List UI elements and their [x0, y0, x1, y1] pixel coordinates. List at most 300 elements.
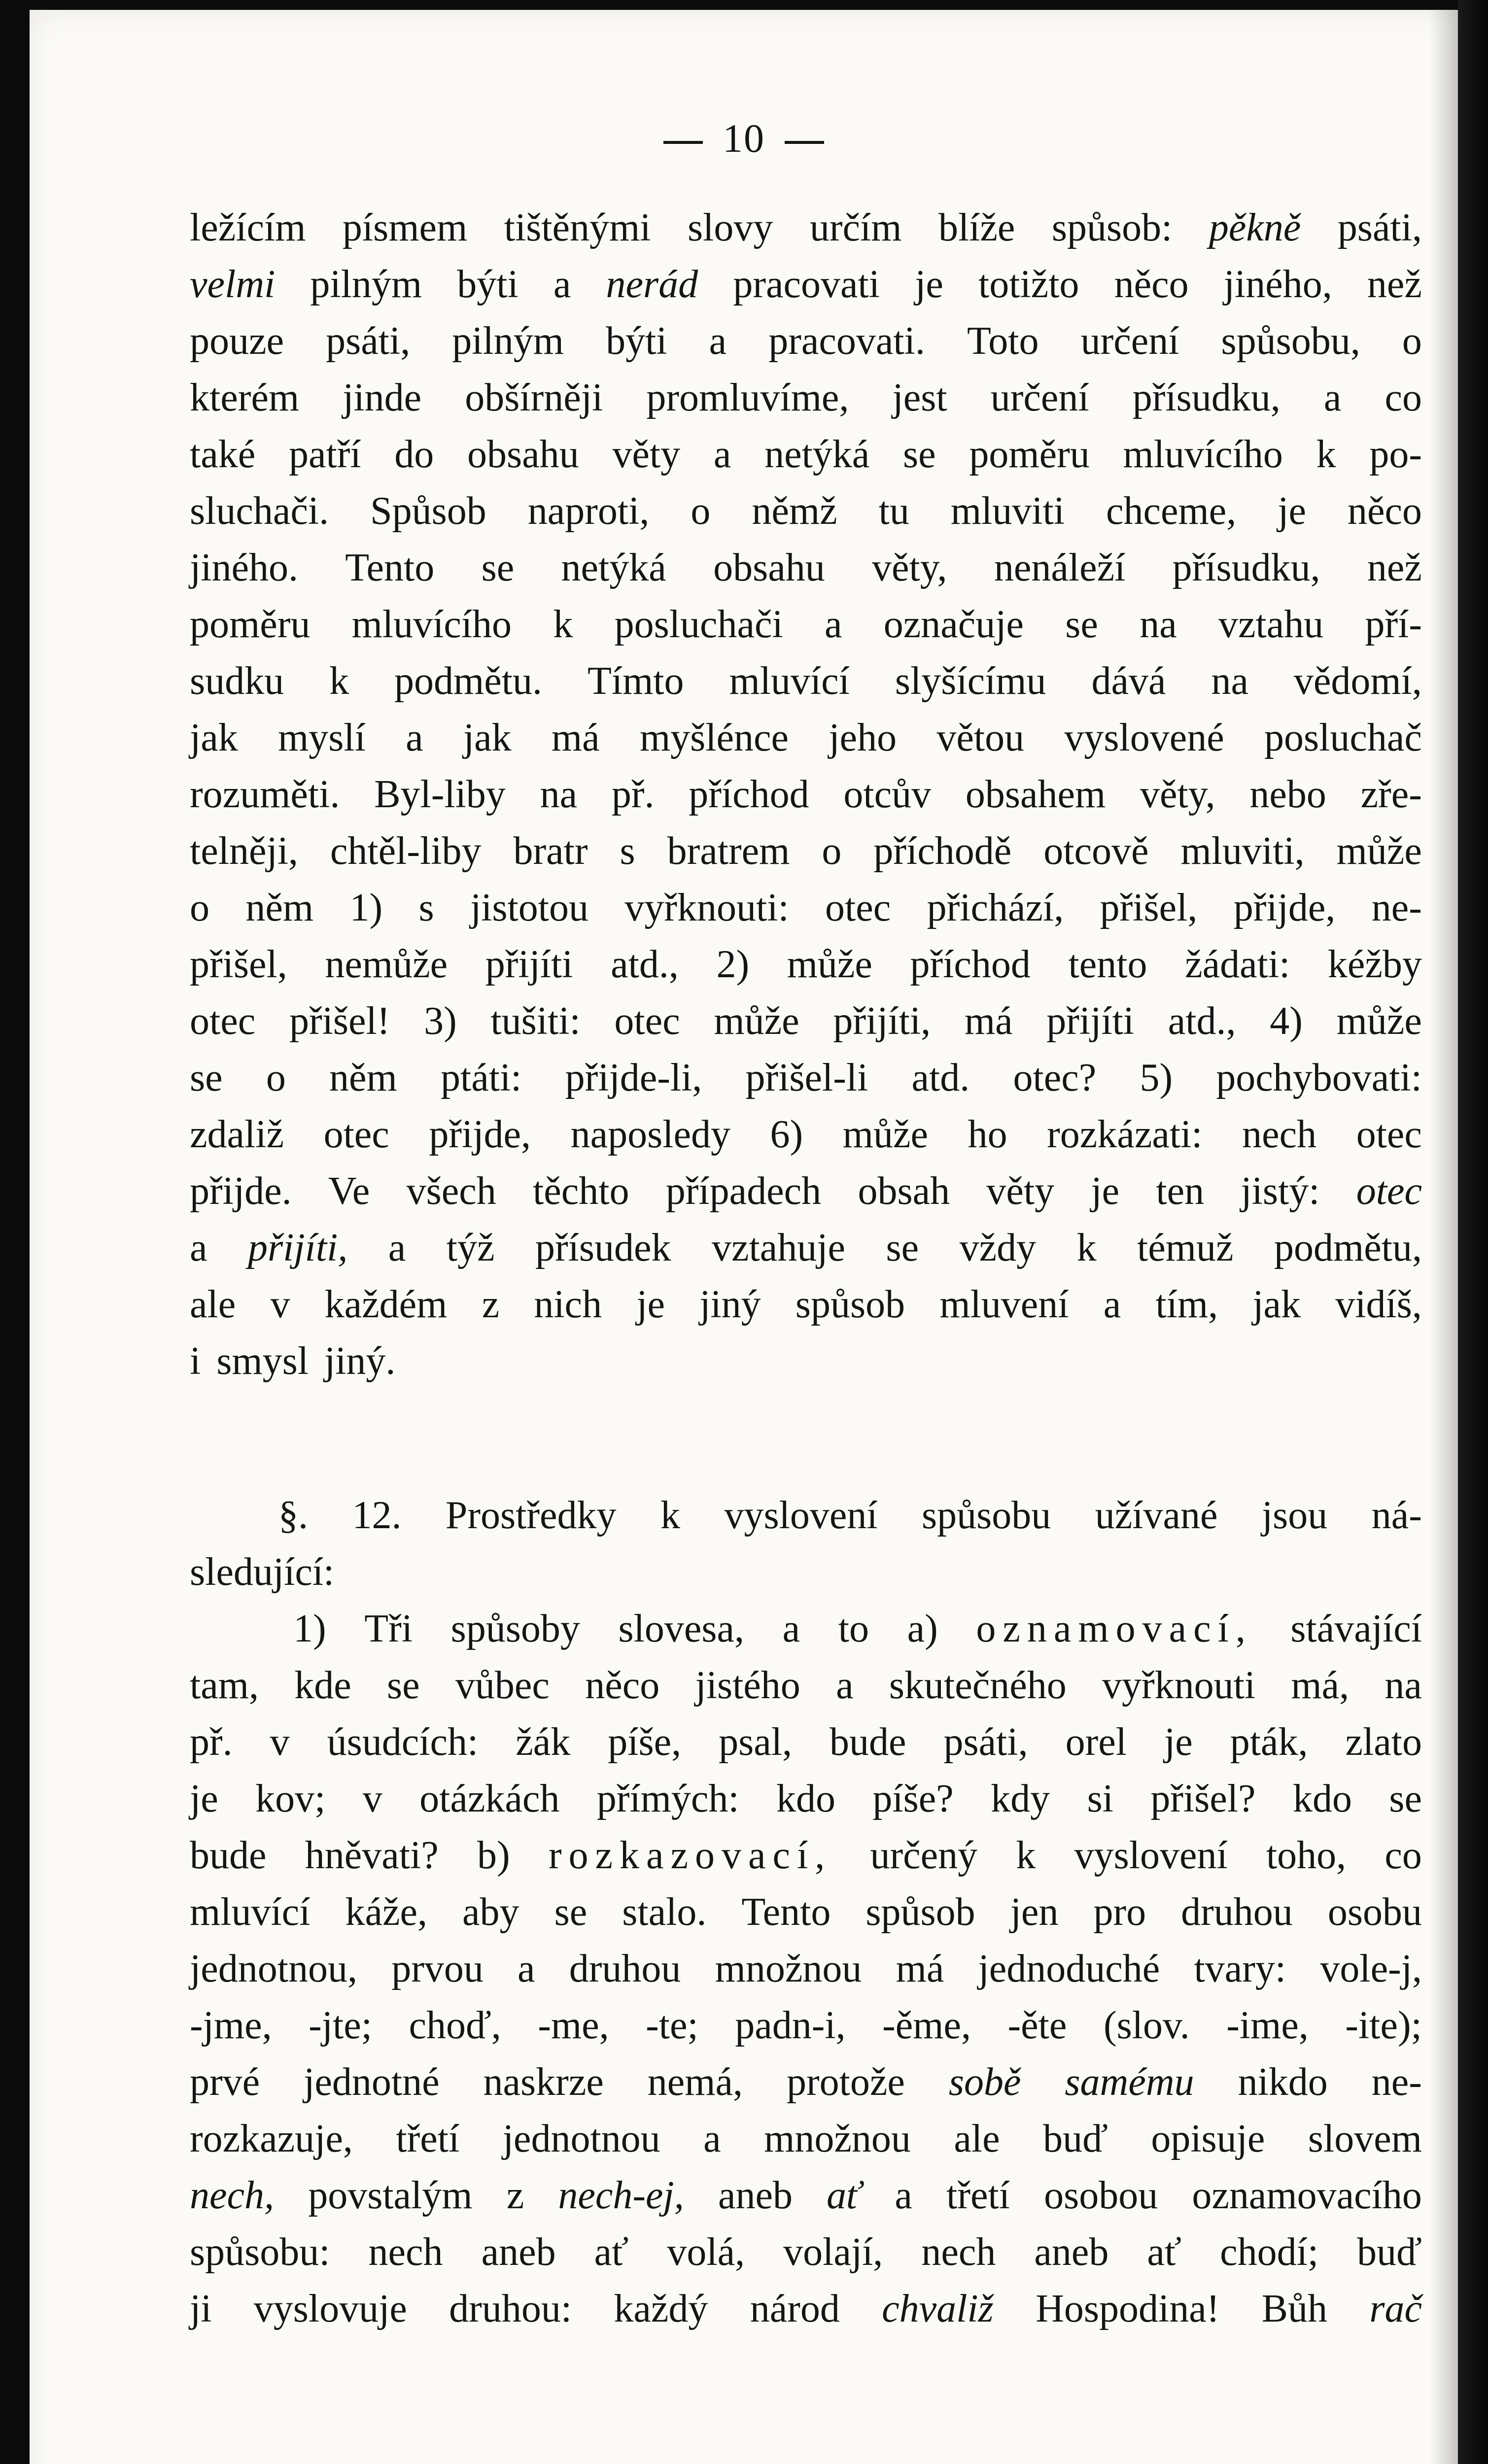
word: nech [921, 2230, 996, 2274]
word: množnou [764, 2117, 911, 2160]
word: vyslovené [1064, 716, 1224, 759]
word: pouze [190, 319, 284, 363]
word: na [540, 773, 578, 816]
word: žák [516, 1720, 571, 1764]
text-line [190, 1276, 1422, 1333]
word: -me, [538, 2004, 609, 2047]
word: otec [825, 886, 891, 929]
text-line [190, 993, 1422, 1050]
word: Bůh [1261, 2287, 1328, 2330]
word: příchod [910, 943, 1031, 986]
word: protože [786, 2060, 905, 2104]
word: slovem [1308, 2117, 1422, 2160]
word: totižto [978, 263, 1079, 306]
word: jednoduché [978, 1947, 1160, 1990]
word: jednotné [304, 2060, 440, 2104]
word: zlato [1345, 1720, 1422, 1764]
word: je [190, 1777, 218, 1820]
word: a [713, 433, 731, 476]
word: k [1016, 1834, 1036, 1877]
word: co [1384, 376, 1422, 419]
word: otec [190, 999, 256, 1043]
word: může [842, 1113, 928, 1156]
text-line [190, 483, 1422, 540]
word: určený [870, 1834, 978, 1877]
word: pro [1093, 1890, 1146, 1934]
word: posluchač [1264, 716, 1422, 759]
word: přijíti, [248, 1226, 348, 1269]
word: rač [1369, 2287, 1422, 2330]
word: věty, [1140, 773, 1215, 816]
word: s [418, 886, 434, 929]
word: aneb [481, 2230, 556, 2274]
word: dává [1091, 659, 1166, 703]
word: může [714, 999, 799, 1043]
word: nemá, [647, 2060, 743, 2104]
word: sudku [190, 659, 284, 703]
word: -te; [646, 2004, 698, 2047]
word: jeho [829, 716, 897, 759]
word: písmem [342, 206, 468, 249]
word: ne- [1371, 886, 1422, 929]
text-line [190, 313, 1422, 370]
page-number-dash-right [785, 141, 824, 144]
word: pochybovati: [1216, 1056, 1422, 1099]
word: se [1389, 1777, 1422, 1820]
word: určení [990, 376, 1089, 419]
word: se [554, 1890, 588, 1934]
word: jak [1252, 1283, 1301, 1326]
word: bude [190, 1834, 267, 1877]
word: ale [954, 2117, 1000, 2160]
word: si [1087, 1777, 1113, 1820]
word: telněji, [190, 829, 298, 873]
word: přišel! [289, 999, 390, 1043]
text-line [190, 766, 1422, 823]
word: osobu [1327, 1890, 1422, 1934]
word: spůsob [795, 1283, 905, 1326]
word: 5) [1140, 1056, 1173, 1099]
word: bude [830, 1720, 906, 1764]
word: to [838, 1607, 869, 1650]
text-line [190, 1163, 1422, 1220]
word: pilným [452, 319, 564, 363]
text-line [190, 2281, 1422, 2337]
word: tím, [1155, 1283, 1218, 1326]
text-line [190, 1657, 1422, 1714]
word: přijde, [1233, 886, 1336, 929]
word: jen [1010, 1890, 1059, 1934]
word: označuje [883, 603, 1024, 646]
word: promluvíme, [646, 376, 849, 419]
word: druhou [1181, 1890, 1293, 1934]
word: mluvení [939, 1283, 1069, 1326]
text-line [190, 823, 1422, 880]
word: aby [462, 1890, 519, 1934]
word: -ite); [1345, 2004, 1422, 2047]
word: příchod [689, 773, 809, 816]
word: kdo [1292, 1777, 1352, 1820]
word: z [482, 1283, 500, 1326]
word: ná- [1371, 1494, 1422, 1537]
word: k [553, 603, 573, 646]
word: otec [323, 1113, 389, 1156]
word: obsah [858, 1169, 950, 1213]
word: o [822, 829, 842, 873]
word: otec [1356, 1169, 1422, 1213]
scan-dark-edge [1458, 0, 1488, 2464]
text-line [190, 936, 1422, 993]
word: o [190, 886, 209, 929]
word: a [553, 263, 571, 306]
text-line [190, 1827, 1422, 1884]
word: nikdo [1238, 2060, 1328, 2104]
word: věty, [872, 546, 947, 589]
word: psáti, [943, 1720, 1028, 1764]
word: než [1367, 546, 1422, 589]
word: je [1278, 489, 1306, 533]
text-line [190, 1997, 1422, 2054]
word: s [620, 829, 635, 873]
word: a [782, 1607, 800, 1650]
word: nebo [1249, 773, 1326, 816]
word: každý [614, 2287, 708, 2330]
word: věty [986, 1169, 1055, 1213]
word: ať [594, 2230, 629, 2274]
word: -jme, [190, 2004, 272, 2047]
word: 12. [352, 1494, 402, 1537]
word: se [387, 1664, 420, 1707]
word: užívané [1095, 1494, 1218, 1537]
word: chtěl-liby [330, 829, 482, 873]
word: něm [329, 1056, 397, 1099]
word: Tímto [587, 659, 684, 703]
text-line [190, 426, 1422, 483]
word: příchodě [873, 829, 1012, 873]
text-line [190, 2111, 1422, 2167]
word: otec? [1013, 1056, 1097, 1099]
paragraph-continuation [190, 200, 1422, 1390]
word: píše? [872, 1777, 954, 1820]
word: Prostředky [445, 1494, 617, 1537]
word: spůsobu, [1221, 319, 1360, 363]
word: sobě [948, 2060, 1021, 2104]
word: netýká [764, 433, 870, 476]
word: obsahem [965, 773, 1106, 816]
word: myšlénce [639, 716, 789, 759]
word: spůsob [865, 1890, 975, 1934]
word: píše, [608, 1720, 682, 1764]
word: ale [190, 1283, 236, 1326]
word: jest [892, 376, 947, 419]
word: do [394, 433, 434, 476]
word: po- [1369, 433, 1422, 476]
text-line [190, 2167, 1422, 2224]
word: -ime, [1226, 2004, 1309, 2047]
word: jistého [695, 1664, 800, 1707]
word: v [270, 1283, 290, 1326]
word: obsahu [713, 546, 825, 589]
word: má [896, 1947, 944, 1990]
word: stalo. [622, 1890, 707, 1934]
page-number [30, 118, 1458, 159]
word: k [1076, 1226, 1097, 1269]
text-line [190, 1050, 1422, 1106]
word: tušiti: [490, 999, 581, 1043]
word: tam, [190, 1664, 259, 1707]
word: kdy [991, 1777, 1050, 1820]
word: jiný. [324, 1339, 396, 1383]
text-line [190, 710, 1422, 766]
word: také [190, 433, 256, 476]
word: přijde-li, [565, 1056, 702, 1099]
word: vyřknouti [1102, 1664, 1256, 1707]
word: vyslovuje [253, 2287, 407, 2330]
word: žádati: [1185, 943, 1290, 986]
word: zdaliž [190, 1113, 284, 1156]
word: buď [1043, 2117, 1108, 2160]
word: rozkazovací, [548, 1834, 832, 1877]
word: povstalým [308, 2174, 473, 2217]
word: buď [1357, 2230, 1422, 2274]
word: ten [1156, 1169, 1205, 1213]
word: vyslovení [724, 1494, 878, 1537]
word: nerád [606, 263, 698, 306]
word: (slov. [1103, 2004, 1190, 2047]
word: obšírněji [465, 376, 603, 419]
word: 1) [293, 1607, 326, 1650]
word: chodí; [1220, 2230, 1319, 2274]
word: může [1336, 829, 1422, 873]
word: b) [477, 1834, 510, 1877]
word: přišel, [1100, 886, 1198, 929]
word: je [1091, 1169, 1120, 1213]
word: býti [606, 319, 667, 363]
text-line [190, 1487, 1422, 1544]
word: a) [907, 1607, 938, 1650]
word: aneb [1034, 2230, 1109, 2274]
word: velmi [190, 263, 276, 306]
word: nenáleží [994, 546, 1126, 589]
word: a [190, 1226, 208, 1269]
word: patří [288, 433, 361, 476]
text-line [190, 653, 1422, 710]
word: Spůsob [370, 489, 486, 533]
word: vůbec [455, 1664, 550, 1707]
word: ptáti: [440, 1056, 522, 1099]
word: má, [1291, 1664, 1350, 1707]
word: se [481, 546, 515, 589]
word: k [329, 659, 349, 703]
text-line [190, 1220, 1422, 1276]
word: je [915, 263, 943, 306]
text-line [190, 1771, 1422, 1827]
word: těchto [533, 1169, 629, 1213]
word: oznamovací, [976, 1607, 1252, 1650]
word: a [836, 1664, 854, 1707]
word: na [1384, 1664, 1422, 1707]
word: slovesa, [618, 1607, 744, 1650]
word: otcově [1043, 829, 1149, 873]
word: atd., [611, 943, 679, 986]
word: př. [190, 1720, 233, 1764]
word: naproti, [527, 489, 650, 533]
text-line [190, 200, 1422, 256]
word: co [1384, 1834, 1422, 1877]
word: a [388, 1226, 406, 1269]
word: něco [585, 1664, 660, 1707]
word: druhou: [449, 2287, 572, 2330]
word: vztahu [1218, 603, 1324, 646]
word: témuž [1137, 1226, 1234, 1269]
word: pilným [310, 263, 422, 306]
word: naposledy [570, 1113, 730, 1156]
word: 3) [424, 999, 457, 1043]
word: přišel, [190, 943, 287, 986]
word: toho, [1266, 1834, 1347, 1877]
word: vždy [959, 1226, 1037, 1269]
word: nemůže [325, 943, 448, 986]
word: psáti, [1337, 206, 1422, 249]
word: Tento [741, 1890, 831, 1934]
page-number-dash-left [663, 141, 703, 144]
word: může [787, 943, 872, 986]
text-line [190, 1941, 1422, 1997]
word: jinde [343, 376, 422, 419]
word: bratr [513, 829, 588, 873]
text-line [190, 1544, 1422, 1601]
word: atd. [911, 1056, 970, 1099]
word: myslí [278, 716, 366, 759]
word: přísudku, [1132, 376, 1280, 419]
word: kéžby [1327, 943, 1422, 986]
word: mluvící [190, 1890, 311, 1934]
word: slyšícímu [895, 659, 1046, 703]
word: přijde. [190, 1169, 292, 1213]
word: orel [1065, 1720, 1127, 1764]
word: národ [750, 2287, 840, 2330]
word: padn-i, [735, 2004, 846, 2047]
word: chvaliž [882, 2287, 994, 2330]
word: nech, [190, 2174, 275, 2217]
word: přišel? [1150, 1777, 1256, 1820]
word: tu [878, 489, 909, 533]
word: je [1164, 1720, 1193, 1764]
text-line [190, 2224, 1422, 2281]
word: přímých: [596, 1777, 739, 1820]
word: ji [190, 2287, 212, 2330]
word: poměru [190, 603, 311, 646]
text-line [190, 1884, 1422, 1941]
word: pracovati. [768, 319, 925, 363]
word: jiný [699, 1283, 761, 1326]
word: jak [463, 716, 512, 759]
word: Byl-liby [374, 773, 506, 816]
word: spůsobu: [190, 2230, 330, 2274]
word: mluviti [950, 489, 1065, 533]
word: a [709, 319, 727, 363]
text-line [190, 540, 1422, 596]
word: Tři [364, 1607, 413, 1650]
word: poměru [969, 433, 1090, 476]
word: a [703, 2117, 721, 2160]
word: něco [1347, 489, 1422, 533]
word: býti [457, 263, 519, 306]
word: třetí [946, 2174, 1010, 2217]
word: má [964, 999, 1013, 1043]
word: 1) [349, 886, 383, 929]
word: má [551, 716, 600, 759]
word: přijde, [429, 1113, 531, 1156]
word: blíže [938, 206, 1015, 249]
word: o [266, 1056, 286, 1099]
word: 4) [1270, 999, 1303, 1043]
word: stávající [1290, 1607, 1422, 1650]
word: k [660, 1494, 680, 1537]
word: pták, [1230, 1720, 1308, 1764]
word: rozuměti. [190, 773, 340, 816]
word: naskrze [483, 2060, 604, 2104]
text-line [190, 1714, 1422, 1771]
word: přijíti [1046, 999, 1135, 1043]
word: přišel-li [745, 1056, 868, 1099]
word: prvé [190, 2060, 260, 2104]
word: jednotnou, [190, 1947, 357, 1990]
word: Tento [345, 546, 435, 589]
word: o [691, 489, 711, 533]
word: samému [1065, 2060, 1194, 2104]
word: pracovati [733, 263, 880, 306]
word: větou [936, 716, 1025, 759]
word: může [1336, 999, 1422, 1043]
word: je [636, 1283, 665, 1326]
page-number-value: 10 [723, 116, 765, 161]
word: nech-ej, [558, 2174, 684, 2217]
word: pěkně [1209, 206, 1301, 249]
word: Toto [967, 319, 1039, 363]
word: př. [611, 773, 655, 816]
text-line [190, 880, 1422, 936]
word: §. [278, 1494, 308, 1537]
word: vyslovení [1074, 1834, 1228, 1877]
word: ať [1147, 2230, 1182, 2274]
word: -jte; [309, 2004, 372, 2047]
word: něco [1114, 263, 1189, 306]
word: smysl [216, 1339, 309, 1383]
word: množnou [715, 1947, 862, 1990]
word: spůsob: [1051, 206, 1173, 249]
word: mluvícího [351, 603, 512, 646]
word: se [1065, 603, 1098, 646]
word: nich [534, 1283, 602, 1326]
word: v [270, 1720, 290, 1764]
word: slovy [688, 206, 773, 249]
word: atd., [1168, 999, 1236, 1043]
word: i [190, 1339, 201, 1383]
word: choď, [409, 2004, 501, 2047]
word: Ve [328, 1169, 370, 1213]
word: kdo [776, 1777, 836, 1820]
word: a [824, 603, 842, 646]
word: nech [1242, 1113, 1317, 1156]
word: spůsobu [922, 1494, 1051, 1537]
word: podmětu, [1274, 1226, 1422, 1269]
word: káže, [345, 1890, 427, 1934]
section-12 [190, 1487, 1422, 2337]
word: určím [809, 206, 902, 249]
word: opisuje [1151, 2117, 1265, 2160]
word: obsahu [467, 433, 579, 476]
